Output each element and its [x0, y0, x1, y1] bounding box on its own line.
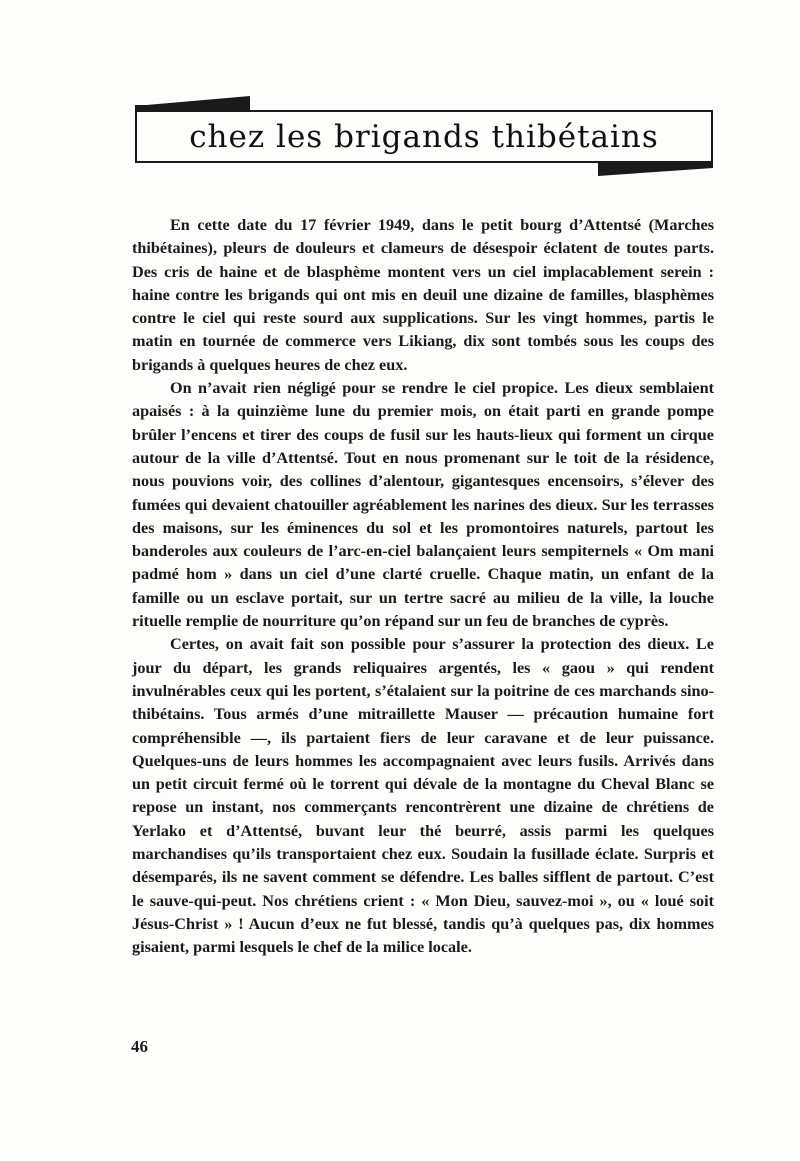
chapter-title-box	[135, 110, 713, 163]
page-number: 46	[131, 1037, 148, 1056]
paragraph-2: On n’avait rien négligé pour se rendre le ciel propice. Les dieux semblaient apaisés : à la quinzième lune du premier mois, on était parti en grande pompe brûler l’encens et tirer des coups de fusil sur les hauts-lieux qui forment un cirque autour de la ville d’Attentsé. Tout en nous promenant sur le toit de la résidence, nous pouvions voir, des collines d’alentour, gigantesques encensoirs, s’élever des fumées qui devaient chatouiller agréablement les narines des dieux. Sur les terrasses des maisons, sur les éminences du sol et les promontoires naturels, partout les banderoles aux couleurs de l’arc-en-ciel balançaient leurs sempiternels « Om mani padmé hom » dans un ciel d’une clarté cruelle. Chaque matin, un enfant de la famille ou un esclave portait, sur un tertre sacré au milieu de la ville, la louche rituelle remplie de nourriture qu’on répand sur un feu de branches de cyprès.	[132, 379, 714, 631]
paragraph-3: Certes, on avait fait son possible pour s’assurer la protection des dieux. Le jour du départ, les grands reliquaires argentés, les « gaou » qui rendent invulnérables ceux qui les portent, s’étalaient sur la poitrine de ces marchands sino-thibétains. Tous armés d’une mitraillette Mauser — précaution humaine fort compréhensible —, ils partaient fiers de leur caravane et de leur puissance. Quelques-uns de leurs hommes les accompagnaient avec leurs fusils. Arrivés dans un petit circuit fermé où le torrent qui dévale de la montagne du Cheval Blanc se repose un instant, nos commerçants rencontrèrent une dizaine de chrétiens de Yerlako et d’Attentsé, buvant leur thé beurré, assis parmi les quelques marchandises qu’ils transportaient chez eux. Soudain la fusillade éclate. Surpris et désemparés, ils ne savent comment se défendre. Les balles sifflent de partout. C’est le sauve-qui-peut. Nos chrétiens crient : « Mon Dieu, sauvez-moi », ou « loué soit Jésus-Christ » ! Aucun d’eux ne fut blessé, tandis qu’à quelques pas, dix hommes gisaient, parmi lesquels le chef de la milice locale.	[132, 635, 714, 957]
paragraph-1: En cette date du 17 février 1949, dans le petit bourg d’Attentsé (Marches thibétaines), pleurs de douleurs et clameurs de désespoir éclatent de toutes parts. Des cris de haine et de blasphème montent vers un ciel implacablement serein : haine contre les brigands qui ont mis en deuil une dizaine de familles, blasphèmes contre le ciel qui reste sourd aux supplications. Sur les vingt hommes, partis le matin en tournée de commerce vers Likiang, dix sont tombés sous les coups des brigands à quelques heures de chez eux.	[132, 216, 714, 374]
title-ornament-bottom-tip	[598, 168, 713, 176]
chapter-body	[132, 214, 714, 960]
chapter-title: chez les brigands thibétains	[189, 118, 659, 155]
